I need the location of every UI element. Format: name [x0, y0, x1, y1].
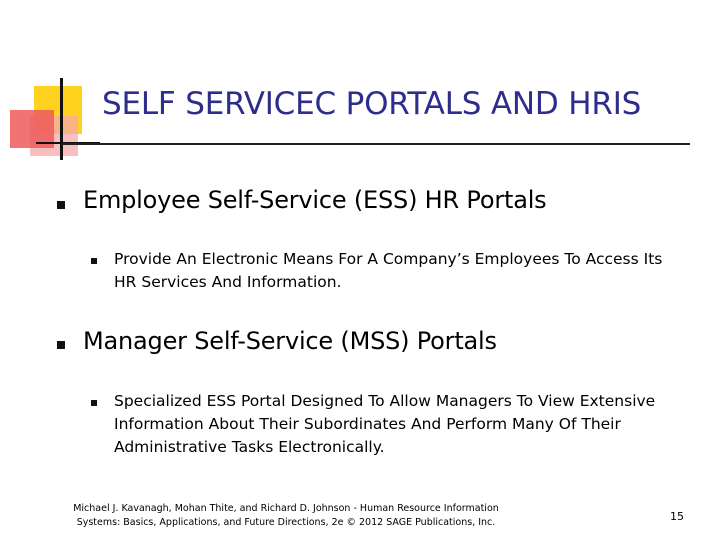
mss-description: Specialized ESS Portal Designed To Allow Managers To View Extensive Information About Their Subordinates And Perform Many Of Their Administrative Tasks Electronically.: [114, 392, 656, 456]
logo-vertical-line: [60, 78, 63, 160]
bullet-icon: [57, 201, 65, 209]
sub-bullet-icon: [91, 258, 97, 264]
section-heading-mss: Manager Self-Service (MSS) Portals: [83, 327, 497, 355]
bullet-icon: [57, 341, 65, 349]
slide-title: SELF SERVICEC PORTALS AND HRIS: [102, 86, 642, 122]
ess-description: Provide An Electronic Means For A Company’s Employees To Access Its HR Services And Information.: [114, 250, 663, 291]
footer-line-1: Michael J. Kavanagh, Mohan Thite, and Richard D. Johnson - Human Resource Information: [73, 503, 499, 514]
page-number: 15: [670, 510, 684, 523]
title-underline: [62, 143, 690, 145]
slide-footer-citation: [56, 502, 516, 530]
sub-bullet-icon: [91, 400, 97, 406]
section-heading-ess: Employee Self-Service (ESS) HR Portals: [83, 186, 547, 214]
footer-line-2: Systems: Basics, Applications, and Future Directions, 2e © 2012 SAGE Publications, Inc.: [76, 517, 496, 528]
